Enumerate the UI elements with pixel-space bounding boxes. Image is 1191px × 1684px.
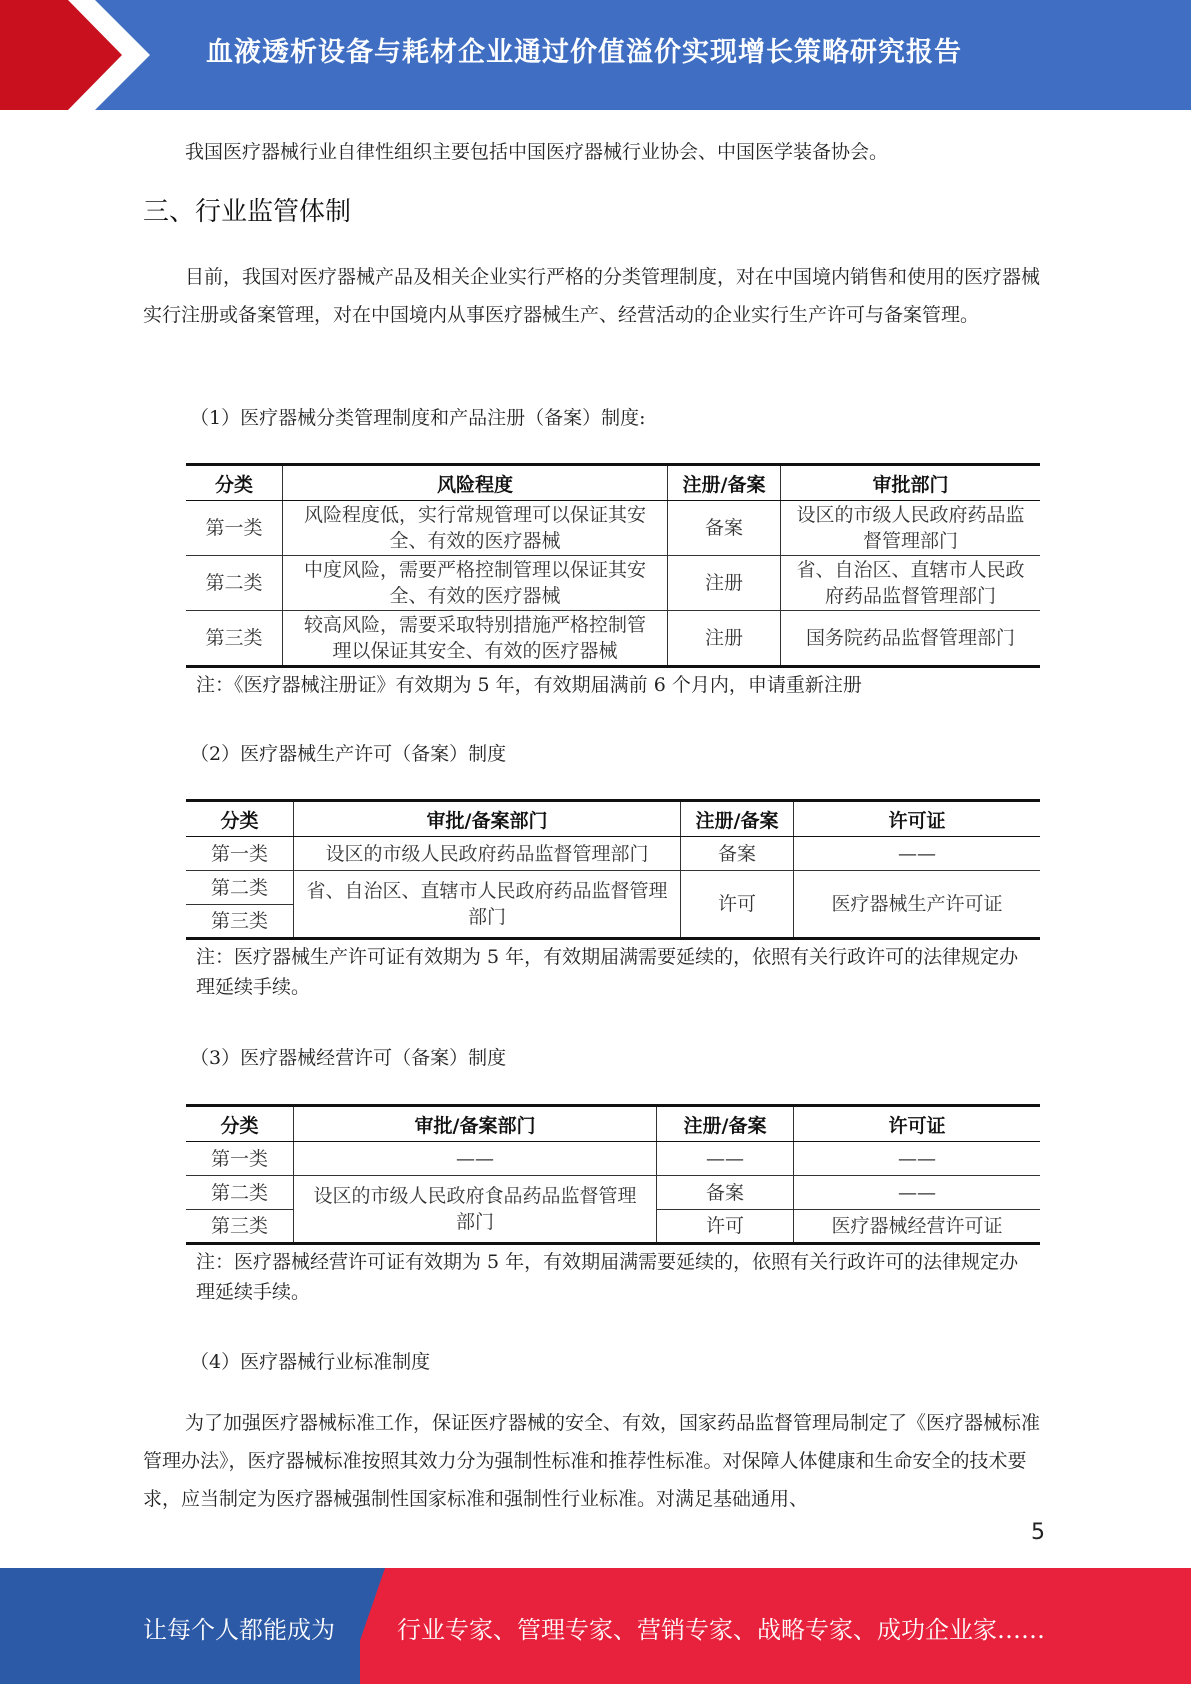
table-header: 许可证 — [794, 801, 1041, 837]
table-row — [186, 871, 1040, 905]
table-cell: 较高风险，需要采取特别措施严格控制管理以保证其安全、有效的医疗器械 — [283, 611, 668, 667]
table-cell: 设区的市级人民政府药品监督管理部门 — [294, 837, 681, 871]
table-note: 注：医疗器械生产许可证有效期为 5 年，有效期届满需要延续的，依照有关行政许可的法律规定办理延续手续。 — [196, 946, 1019, 998]
table-cell: 备案 — [657, 1176, 794, 1210]
section-heading: 三、行业监管体制 — [143, 197, 352, 227]
classification-table — [186, 463, 1040, 668]
page-number: 5 — [1031, 1520, 1045, 1545]
table-header: 审批/备案部门 — [294, 1106, 657, 1142]
production-license-table — [186, 799, 1040, 940]
table-row — [186, 1176, 1040, 1210]
header-arrow-decoration — [0, 0, 150, 110]
subheading-operation: （3）医疗器械经营许可（备案）制度 — [190, 1047, 507, 1069]
subheading-production: （2）医疗器械生产许可（备案）制度 — [190, 743, 507, 765]
table-row — [186, 501, 1040, 556]
table-cell: 第二类 — [186, 871, 294, 905]
table-cell: 第二类 — [186, 1176, 294, 1210]
table-cell: —— — [794, 1142, 1041, 1176]
table-cell: 省、自治区、直辖市人民政府药品监督管理部门 — [781, 556, 1041, 611]
table-cell: 许可 — [657, 1210, 794, 1244]
table-cell: 第一类 — [186, 501, 283, 556]
intro-paragraph: 我国医疗器械行业自律性组织主要包括中国医疗器械行业协会、中国医学装备协会。 — [185, 141, 889, 163]
standards-paragraph: 为了加强医疗器械标准工作，保证医疗器械的安全、有效，国家药品监督管理局制定了《医疗器械标准管理办法》，医疗器械标准按照其效力分为强制性标准和推荐性标准。对保障人体健康和生命安全的技术要求，应当制定为医疗器械强制性国家标准和强制性行业标准。对满足基础通用、 — [143, 1412, 1041, 1510]
table-cell: 备案 — [668, 501, 781, 556]
table-row — [186, 556, 1040, 611]
table-cell: 省、自治区、直辖市人民政府药品监督管理部门 — [294, 871, 681, 939]
subheading-classification: （1）医疗器械分类管理制度和产品注册（备案）制度: — [190, 407, 646, 429]
table-cell: —— — [657, 1142, 794, 1176]
table-header: 审批部门 — [781, 465, 1041, 501]
table-cell: 第一类 — [186, 1142, 294, 1176]
table-cell: 设区的市级人民政府药品监督管理部门 — [781, 501, 1041, 556]
footer-slogan-right: 行业专家、管理专家、营销专家、战略专家、成功企业家…… — [397, 1616, 1045, 1644]
table-header: 分类 — [186, 1106, 294, 1142]
table-cell: 第二类 — [186, 556, 283, 611]
table-row — [186, 611, 1040, 667]
table-cell: 医疗器械经营许可证 — [794, 1210, 1041, 1244]
operation-license-table — [186, 1104, 1040, 1245]
table-row — [186, 837, 1040, 871]
table-cell: 第三类 — [186, 611, 283, 667]
table-cell: 备案 — [681, 837, 794, 871]
table-cell: —— — [794, 1176, 1041, 1210]
footer-slogan-left: 让每个人都能成为 — [143, 1616, 335, 1644]
table-cell: 设区的市级人民政府食品药品监督管理部门 — [294, 1176, 657, 1244]
table-cell: 许可 — [681, 871, 794, 939]
table-cell: 第三类 — [186, 905, 294, 939]
table-header: 注册/备案 — [657, 1106, 794, 1142]
table-cell: 中度风险，需要严格控制管理以保证其安全、有效的医疗器械 — [283, 556, 668, 611]
table-header: 审批/备案部门 — [294, 801, 681, 837]
footer-slant — [345, 1568, 385, 1684]
table-header: 分类 — [186, 801, 294, 837]
subheading-standards: （4）医疗器械行业标准制度 — [190, 1351, 431, 1373]
table-note: 注：医疗器械经营许可证有效期为 5 年，有效期届满需要延续的，依照有关行政许可的法律规定办理延续手续。 — [196, 1251, 1019, 1303]
table-cell: 风险程度低，实行常规管理可以保证其安全、有效的医疗器械 — [283, 501, 668, 556]
table-cell: 第一类 — [186, 837, 294, 871]
table-cell: —— — [294, 1142, 657, 1176]
table-header: 注册/备案 — [668, 465, 781, 501]
table-cell: 第三类 — [186, 1210, 294, 1244]
table-header: 许可证 — [794, 1106, 1041, 1142]
table-header: 注册/备案 — [681, 801, 794, 837]
section-paragraph: 目前，我国对医疗器械产品及相关企业实行严格的分类管理制度，对在中国境内销售和使用的医疗器械实行注册或备案管理，对在中国境内从事医疗器械生产、经营活动的企业实行生产许可与备案管理。 — [143, 266, 1041, 326]
table-cell: 国务院药品监督管理部门 — [781, 611, 1041, 667]
page-header — [0, 0, 1191, 110]
page-footer — [0, 1568, 1191, 1684]
table-note: 注：《医疗器械注册证》有效期为 5 年，有效期届满前 6 个月内，申请重新注册 — [196, 674, 862, 696]
table-cell: 注册 — [668, 611, 781, 667]
table-cell: 注册 — [668, 556, 781, 611]
table-cell: 医疗器械生产许可证 — [794, 871, 1041, 939]
table-cell: —— — [794, 837, 1041, 871]
report-title: 血液透析设备与耗材企业通过价值溢价实现增长策略研究报告 — [206, 37, 962, 68]
table-row — [186, 1142, 1040, 1176]
table-header: 分类 — [186, 465, 283, 501]
table-header: 风险程度 — [283, 465, 668, 501]
